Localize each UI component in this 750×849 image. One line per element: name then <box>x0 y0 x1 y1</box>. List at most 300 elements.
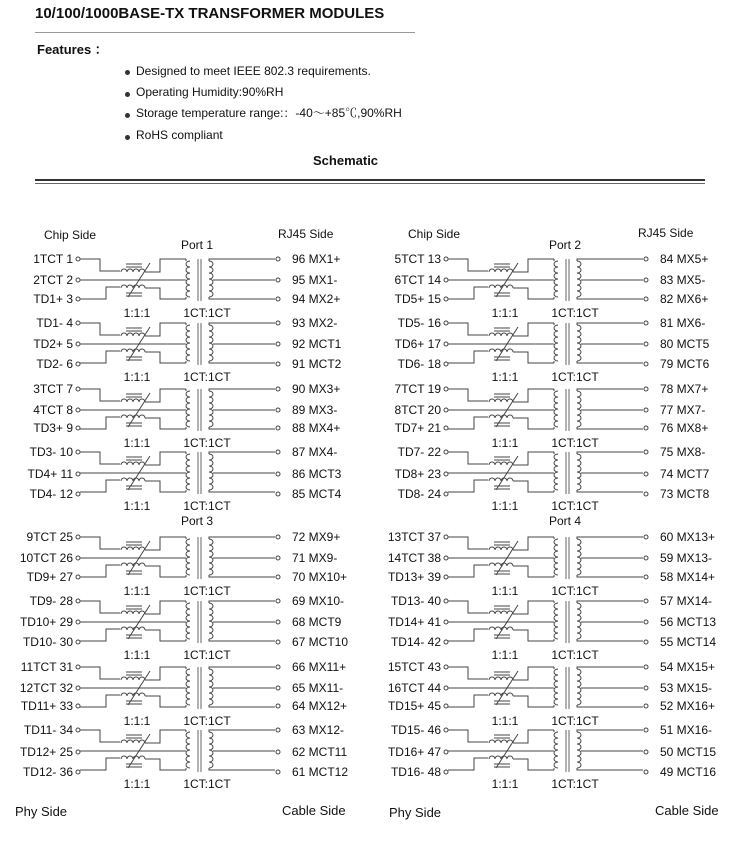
pin-terminal-icon <box>276 408 280 412</box>
rj45-pin-label: 68 MCT9 <box>292 615 342 629</box>
transformer-primary-icon <box>554 454 558 490</box>
pin-terminal-icon <box>276 599 280 603</box>
wire <box>448 323 488 335</box>
cable-side-label: Cable Side <box>282 803 346 818</box>
rj45-pin-label: 95 MX1- <box>292 273 338 287</box>
rj45-pin-label: 66 MX11+ <box>292 660 347 674</box>
wire <box>145 389 186 429</box>
chip-pin-label: TD11+ 33 <box>20 699 73 713</box>
rj45-pin-label: 77 MX7- <box>660 403 706 417</box>
chip-pin-label: 14TCT 38 <box>387 551 441 565</box>
choke-ratio-label: 1:1:1 <box>491 648 519 662</box>
transformer-secondary-icon <box>577 669 581 705</box>
rj45-pin-label: 93 MX2- <box>292 316 338 330</box>
transformer-primary-icon <box>554 391 558 427</box>
rj45-pin-label: 92 MCT1 <box>292 337 342 351</box>
pin-terminal-icon <box>276 686 280 690</box>
transformer-block <box>80 452 275 494</box>
wire <box>577 705 643 707</box>
pin-terminal-icon <box>444 450 448 454</box>
chip-pin-label: TD11- 34 <box>23 723 73 737</box>
rj45-pin-label: 65 MX11- <box>292 681 344 695</box>
choke-ratio-label: 1:1:1 <box>123 648 151 662</box>
port-1-circuit <box>76 257 280 496</box>
wire <box>513 601 554 641</box>
choke-ratio-label: 1:1:1 <box>123 584 151 598</box>
pin-terminal-icon <box>644 704 648 708</box>
wire <box>145 730 186 770</box>
pin-terminal-icon <box>76 362 80 366</box>
chip-pin-label: 4TCT 8 <box>33 403 73 417</box>
rj45-pin-label: 63 MX12- <box>292 723 345 737</box>
transformer-block <box>80 601 275 643</box>
pin-terminal-icon <box>644 321 648 325</box>
chip-pin-label: TD5+ 15 <box>394 292 441 306</box>
rj45-pin-label: 54 MX15+ <box>660 660 716 674</box>
chip-pin-label: TD4- 12 <box>29 487 73 501</box>
pin-terminal-icon <box>644 297 648 301</box>
transformer-core-icon <box>198 667 201 709</box>
feature-item: Storage temperature range:：-40～+85℃,90%RH <box>136 106 402 120</box>
pin-terminal-icon <box>76 450 80 454</box>
wire <box>513 537 554 577</box>
wire <box>209 361 275 363</box>
transformer-block <box>448 452 643 494</box>
chip-pin-label: TD2+ 5 <box>33 337 73 351</box>
wire <box>209 389 275 391</box>
choke-coil-icon <box>121 285 145 288</box>
transformer-ratio-label: 1CT:1CT <box>183 436 231 450</box>
rj45-pin-label: 67 MCT10 <box>292 635 349 649</box>
pin-terminal-icon <box>276 640 280 644</box>
pin-terminal-icon <box>444 297 448 301</box>
transformer-block <box>448 730 643 772</box>
transformer-core-icon <box>198 389 201 431</box>
pin-terminal-icon <box>76 556 80 560</box>
wire <box>209 427 275 429</box>
pin-terminal-icon <box>444 321 448 325</box>
transformer-secondary-icon <box>209 391 213 427</box>
chip-pin-label: TD4+ 11 <box>27 467 73 481</box>
pin-terminal-icon <box>444 278 448 282</box>
transformer-secondary-icon <box>209 603 213 639</box>
wire <box>145 601 186 641</box>
rj45-pin-label: 85 MCT4 <box>292 487 342 501</box>
pin-terminal-icon <box>644 342 648 346</box>
pin-terminal-icon <box>76 257 80 261</box>
pin-terminal-icon <box>76 599 80 603</box>
wire <box>209 667 275 669</box>
pin-terminal-icon <box>644 426 648 430</box>
pin-terminal-icon <box>644 450 648 454</box>
wire <box>448 565 488 577</box>
transformer-block <box>80 259 275 301</box>
wire <box>80 667 120 679</box>
choke-coil-icon <box>489 349 513 352</box>
chip-pin-label: 5TCT 13 <box>394 252 441 266</box>
rj45-pin-label: 64 MX12+ <box>292 699 348 713</box>
pin-terminal-icon <box>276 362 280 366</box>
rj45-side-label: RJ45 Side <box>278 227 334 241</box>
wire <box>448 480 488 492</box>
chip-pin-label: 6TCT 14 <box>394 273 441 287</box>
choke-coil-icon <box>489 563 513 566</box>
transformer-core-icon <box>566 323 569 365</box>
choke-coil-icon <box>489 415 513 418</box>
pin-terminal-icon <box>76 472 80 476</box>
rj45-pin-label: 76 MX8+ <box>660 421 709 435</box>
transformer-primary-icon <box>554 669 558 705</box>
chip-pin-label: TD7+ 21 <box>394 421 441 435</box>
cable-side-label: Cable Side <box>655 803 719 818</box>
transformer-primary-icon <box>186 261 190 297</box>
port-3-circuit <box>76 535 280 774</box>
pin-terminal-icon <box>76 665 80 669</box>
choke-coil-icon <box>489 399 513 402</box>
pin-terminal-icon <box>444 342 448 346</box>
wire <box>80 287 120 299</box>
transformer-ratio-label: 1CT:1CT <box>183 714 231 728</box>
wire <box>577 297 643 299</box>
wire <box>80 565 120 577</box>
chip-pin-label: TD12+ 25 <box>19 745 73 759</box>
pin-terminal-icon <box>644 257 648 261</box>
choke-coil-icon <box>121 547 145 550</box>
choke-coil-icon <box>489 693 513 696</box>
transformer-primary-icon <box>186 539 190 575</box>
choke-ratio-label: 1:1:1 <box>491 306 519 320</box>
transformer-primary-icon <box>186 669 190 705</box>
wire <box>448 417 488 429</box>
rj45-pin-label: 90 MX3+ <box>292 382 341 396</box>
choke-ratio-label: 1:1:1 <box>123 306 151 320</box>
wire <box>145 537 186 577</box>
choke-coil-icon <box>489 756 513 759</box>
rj45-pin-label: 55 MCT14 <box>660 635 717 649</box>
chip-pin-label: TD1+ 3 <box>33 292 73 306</box>
transformer-primary-icon <box>186 454 190 490</box>
wire <box>145 259 186 299</box>
chip-pin-label: 8TCT 20 <box>394 403 441 417</box>
choke-ratio-label: 1:1:1 <box>123 370 151 384</box>
choke-ratio-label: 1:1:1 <box>123 499 151 513</box>
wire <box>577 452 643 454</box>
rj45-pin-label: 75 MX8- <box>660 445 706 459</box>
wire <box>448 452 488 464</box>
wire <box>209 768 275 770</box>
transformer-ratio-label: 1CT:1CT <box>551 436 599 450</box>
rj45-pin-label: 86 MCT3 <box>292 467 342 481</box>
wire <box>448 389 488 401</box>
transformer-ratio-label: 1CT:1CT <box>551 777 599 791</box>
rj45-pin-label: 82 MX6+ <box>660 292 709 306</box>
transformer-primary-icon <box>554 325 558 361</box>
wire <box>448 287 488 299</box>
transformer-core-icon <box>566 537 569 579</box>
wire <box>209 639 275 641</box>
pin-terminal-icon <box>276 472 280 476</box>
pin-terminal-icon <box>276 620 280 624</box>
wire <box>577 361 643 363</box>
rj45-pin-label: 94 MX2+ <box>292 292 341 306</box>
choke-coil-icon <box>121 756 145 759</box>
transformer-secondary-icon <box>209 669 213 705</box>
choke-coil-icon <box>121 349 145 352</box>
feature-item: RoHS compliant <box>136 128 223 142</box>
transformer-ratio-label: 1CT:1CT <box>551 584 599 598</box>
feature-item: Operating Humidity:90%RH <box>136 85 284 99</box>
transformer-core-icon <box>198 323 201 365</box>
pin-terminal-icon <box>644 362 648 366</box>
wire <box>209 575 275 577</box>
rj45-pin-label: 60 MX13+ <box>660 530 716 544</box>
pin-terminal-icon <box>644 472 648 476</box>
port-title: Port 1 <box>180 238 214 252</box>
chip-pin-label: TD9+ 27 <box>26 570 73 584</box>
pin-terminal-icon <box>444 492 448 496</box>
pin-terminal-icon <box>644 408 648 412</box>
wire <box>209 537 275 539</box>
wire <box>209 490 275 492</box>
pin-terminal-icon <box>644 278 648 282</box>
wire <box>577 323 643 325</box>
transformer-secondary-icon <box>209 539 213 575</box>
transformer-ratio-label: 1CT:1CT <box>183 370 231 384</box>
pin-terminal-icon <box>276 750 280 754</box>
wire <box>577 259 643 261</box>
transformer-block <box>448 259 643 301</box>
choke-ratio-label: 1:1:1 <box>123 777 151 791</box>
wire <box>209 601 275 603</box>
choke-ratio-label: 1:1:1 <box>491 584 519 598</box>
transformer-secondary-icon <box>577 539 581 575</box>
pin-terminal-icon <box>276 704 280 708</box>
pin-terminal-icon <box>644 640 648 644</box>
wire <box>80 730 120 742</box>
chip-pin-label: 7TCT 19 <box>394 382 441 396</box>
rj45-pin-label: 87 MX4- <box>292 445 338 459</box>
phy-side-label: Phy Side <box>15 804 68 819</box>
pin-terminal-icon <box>76 535 80 539</box>
pin-terminal-icon <box>444 575 448 579</box>
chip-pin-label: 15TCT 43 <box>387 660 441 674</box>
chip-pin-label: 11TCT 31 <box>20 660 73 674</box>
pin-terminal-icon <box>276 770 280 774</box>
pin-terminal-icon <box>444 770 448 774</box>
chip-pin-label: TD8+ 23 <box>394 467 441 481</box>
chip-pin-label: TD10+ 29 <box>19 615 73 629</box>
pin-terminal-icon <box>76 575 80 579</box>
transformer-ratio-label: 1CT:1CT <box>551 714 599 728</box>
choke-coil-icon <box>489 462 513 465</box>
transformer-core-icon <box>198 537 201 579</box>
wire <box>145 323 186 363</box>
pin-terminal-icon <box>644 575 648 579</box>
transformer-secondary-icon <box>209 732 213 768</box>
pin-terminal-icon <box>644 599 648 603</box>
pin-terminal-icon <box>644 387 648 391</box>
features-heading: Features ： <box>37 42 108 57</box>
choke-coil-icon <box>489 740 513 743</box>
wire <box>577 427 643 429</box>
chip-pin-label: TD3- 10 <box>29 445 73 459</box>
pin-terminal-icon <box>644 770 648 774</box>
chip-pin-label: 16TCT 44 <box>387 681 441 695</box>
wire <box>80 695 120 707</box>
pin-terminal-icon <box>76 704 80 708</box>
choke-coil-icon <box>489 478 513 481</box>
choke-ratio-label: 1:1:1 <box>123 436 151 450</box>
choke-coil-icon <box>121 693 145 696</box>
pin-terminal-icon <box>76 640 80 644</box>
chip-pin-label: 1TCT 1 <box>33 252 73 266</box>
wire <box>80 758 120 770</box>
chip-pin-label: TD12- 36 <box>22 765 73 779</box>
pin-terminal-icon <box>276 575 280 579</box>
pin-terminal-icon <box>276 321 280 325</box>
chip-pin-label: TD14- 42 <box>390 635 441 649</box>
wire <box>577 575 643 577</box>
transformer-block <box>80 389 275 431</box>
wire <box>80 323 120 335</box>
rj45-pin-label: 72 MX9+ <box>292 530 341 544</box>
wire <box>80 417 120 429</box>
transformer-block <box>80 667 275 709</box>
wire <box>80 629 120 641</box>
wire <box>80 452 120 464</box>
chip-side-label: Chip Side <box>408 227 461 241</box>
transformer-secondary-icon <box>577 603 581 639</box>
wire <box>80 259 120 271</box>
wire <box>145 452 186 492</box>
rj45-pin-label: 59 MX13- <box>660 551 713 565</box>
wire <box>80 351 120 363</box>
transformer-block <box>448 667 643 709</box>
chip-pin-label: TD15+ 45 <box>387 699 441 713</box>
rj45-pin-label: 96 MX1+ <box>292 252 341 266</box>
pin-terminal-icon <box>644 620 648 624</box>
pin-terminal-icon <box>76 728 80 732</box>
choke-ratio-label: 1:1:1 <box>491 777 519 791</box>
chip-side-label: Chip Side <box>44 228 97 242</box>
wire <box>577 639 643 641</box>
phy-side-label: Phy Side <box>389 805 442 820</box>
rj45-pin-label: 89 MX3- <box>292 403 338 417</box>
pin-terminal-icon <box>76 297 80 301</box>
wire <box>513 389 554 429</box>
pin-terminal-icon <box>76 620 80 624</box>
pin-terminal-icon <box>276 278 280 282</box>
choke-coil-icon <box>121 627 145 630</box>
choke-coil-icon <box>121 333 145 336</box>
transformer-secondary-icon <box>577 732 581 768</box>
pin-terminal-icon <box>276 426 280 430</box>
transformer-block <box>448 601 643 643</box>
pin-terminal-icon <box>276 257 280 261</box>
rj45-pin-label: 84 MX5+ <box>660 252 709 266</box>
choke-coil-icon <box>489 611 513 614</box>
port-title: Port 3 <box>180 514 214 528</box>
rj45-pin-label: 88 MX4+ <box>292 421 341 435</box>
transformer-secondary-icon <box>577 391 581 427</box>
rj45-side-label: RJ45 Side <box>638 226 694 240</box>
transformer-ratio-label: 1CT:1CT <box>551 499 599 513</box>
choke-coil-icon <box>121 740 145 743</box>
wire <box>448 629 488 641</box>
choke-ratio-label: 1:1:1 <box>491 436 519 450</box>
pin-terminal-icon <box>644 492 648 496</box>
transformer-primary-icon <box>186 732 190 768</box>
pin-terminal-icon <box>76 408 80 412</box>
pin-terminal-icon <box>76 342 80 346</box>
pin-terminal-icon <box>444 408 448 412</box>
chip-pin-label: TD15- 46 <box>390 723 441 737</box>
transformer-primary-icon <box>186 603 190 639</box>
transformer-primary-icon <box>554 603 558 639</box>
choke-ratio-label: 1:1:1 <box>491 714 519 728</box>
transformer-core-icon <box>566 259 569 301</box>
chip-pin-label: 10TCT 26 <box>19 551 73 565</box>
port-4-circuit <box>444 535 648 774</box>
schematic-heading: Schematic <box>313 153 379 168</box>
rj45-pin-label: 78 MX7+ <box>660 382 709 396</box>
pin-terminal-icon <box>444 686 448 690</box>
chip-pin-label: 13TCT 37 <box>387 530 441 544</box>
transformer-ratio-label: 1CT:1CT <box>183 777 231 791</box>
pin-terminal-icon <box>76 492 80 496</box>
chip-pin-label: TD10- 30 <box>22 635 73 649</box>
port-2-circuit <box>444 257 648 496</box>
rj45-pin-label: 49 MCT16 <box>660 765 717 779</box>
rj45-pin-label: 79 MCT6 <box>660 357 710 371</box>
pin-terminal-icon <box>76 387 80 391</box>
choke-ratio-label: 1:1:1 <box>491 370 519 384</box>
wire <box>577 768 643 770</box>
chip-pin-label: TD8- 24 <box>397 487 441 501</box>
choke-coil-icon <box>489 333 513 336</box>
pin-terminal-icon <box>444 362 448 366</box>
wire <box>577 601 643 603</box>
transformer-secondary-icon <box>209 261 213 297</box>
transformer-ratio-label: 1CT:1CT <box>551 370 599 384</box>
transformer-secondary-icon <box>577 454 581 490</box>
pin-terminal-icon <box>276 535 280 539</box>
wire <box>448 259 488 271</box>
rj45-pin-label: 83 MX5- <box>660 273 706 287</box>
transformer-primary-icon <box>554 732 558 768</box>
transformer-block <box>80 730 275 772</box>
chip-pin-label: TD16- 48 <box>390 765 441 779</box>
wire <box>448 537 488 549</box>
wire <box>209 297 275 299</box>
chip-pin-label: TD13- 40 <box>390 594 441 608</box>
transformer-ratio-label: 1CT:1CT <box>551 648 599 662</box>
wire <box>209 452 275 454</box>
pin-terminal-icon <box>644 556 648 560</box>
chip-pin-label: TD9- 28 <box>29 594 73 608</box>
transformer-core-icon <box>566 389 569 431</box>
transformer-block <box>80 537 275 579</box>
transformer-block <box>80 323 275 365</box>
wire <box>513 667 554 707</box>
pin-terminal-icon <box>444 620 448 624</box>
rj45-pin-label: 52 MX16+ <box>660 699 716 713</box>
rj45-pin-label: 50 MCT15 <box>660 745 717 759</box>
chip-pin-label: TD3+ 9 <box>33 421 73 435</box>
wire <box>577 389 643 391</box>
transformer-block <box>448 389 643 431</box>
transformer-primary-icon <box>186 325 190 361</box>
